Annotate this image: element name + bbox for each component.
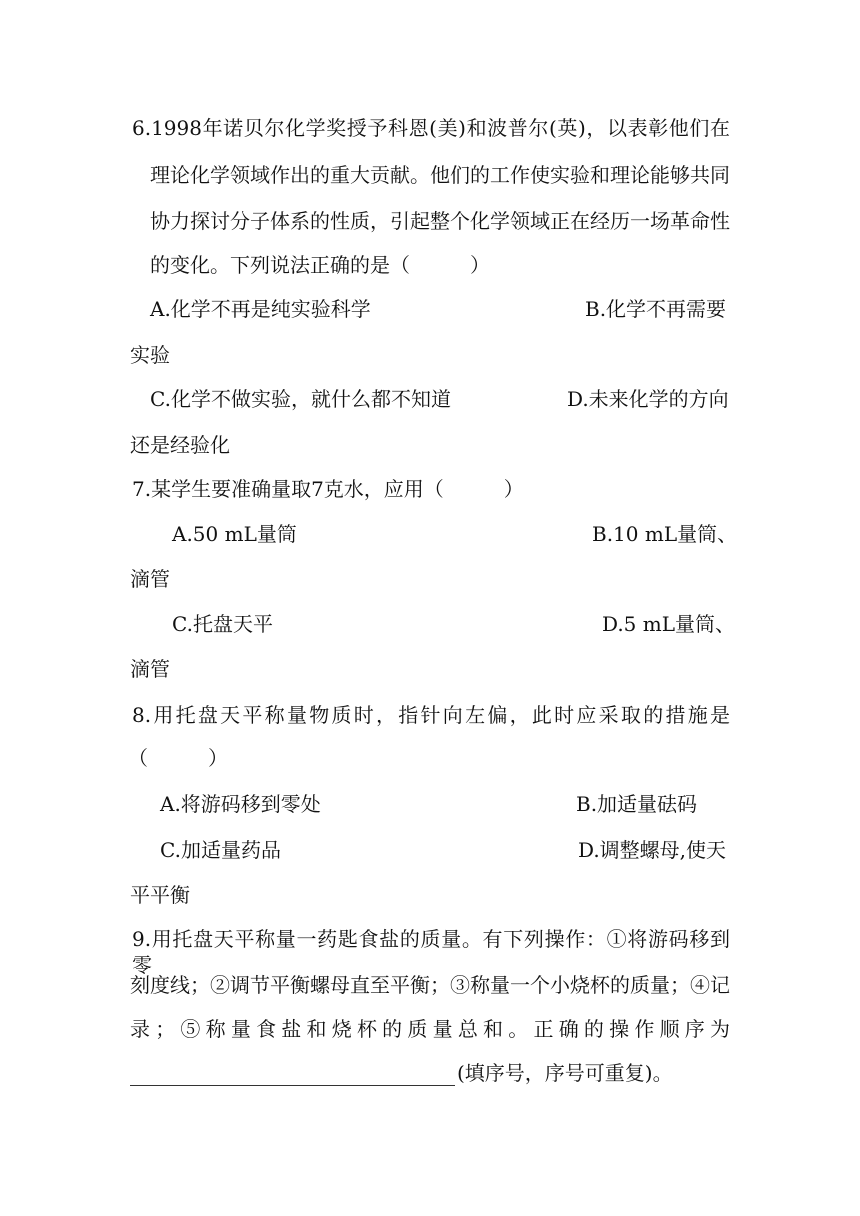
q8-option-d: D.调整螺母,使天 xyxy=(578,838,727,862)
q7-option-d-continued: 滴管 xyxy=(130,657,170,681)
q6-stem-line-1: 6.1998年诺贝尔化学奖授予科恩(美)和波普尔(英)，以表彰他们在 xyxy=(132,116,730,140)
q6-option-a: A.化学不再是纯实验科学 xyxy=(150,297,371,321)
q8-stem-line-1: 8.用托盘天平称量物质时，指针向左偏，此时应采取的措施是 xyxy=(132,703,730,727)
q6-option-d-continued: 还是经验化 xyxy=(130,433,230,457)
q9-stem-line-2: 刻度线；②调节平衡螺母直至平衡；③称量一个小烧杯的质量；④记 xyxy=(130,973,730,997)
q9-stem-line-4-text: (填序号，序号可重复)。 xyxy=(457,1061,673,1085)
q6-option-d: D.未来化学的方向 xyxy=(567,387,729,411)
q7-option-b-continued: 滴管 xyxy=(130,567,170,591)
q6-stem-line-3: 协力探讨分子体系的性质，引起整个化学领域正在经历一场革命性 xyxy=(150,209,730,233)
q6-option-b-continued: 实验 xyxy=(130,343,170,367)
q6-stem-line-2: 理论化学领域作出的重大贡献。他们的工作使实验和理论能够共同 xyxy=(150,163,730,187)
q6-option-c: C.化学不做实验，就什么都不知道 xyxy=(150,387,451,411)
q7-option-d: D.5 mL量筒、 xyxy=(602,612,736,636)
q9-stem-line-4 xyxy=(130,1060,673,1086)
q6-option-b: B.化学不再需要 xyxy=(585,297,727,321)
q8-option-b: B.加适量砝码 xyxy=(576,792,698,816)
q8-option-a: A.将游码移到零处 xyxy=(160,792,321,816)
q8-option-c: C.加适量药品 xyxy=(160,838,281,862)
answer-blank[interactable] xyxy=(130,1065,455,1086)
q7-option-c: C.托盘天平 xyxy=(172,612,273,636)
q7-option-b: B.10 mL量筒、 xyxy=(592,522,738,546)
q8-option-d-continued: 平平衡 xyxy=(130,883,190,907)
q7-option-a: A.50 mL量筒 xyxy=(172,522,297,546)
q6-stem-line-4: 的变化。下列说法正确的是（ ） xyxy=(150,253,490,277)
q7-stem: 7.某学生要准确量取7克水，应用（ ） xyxy=(132,477,524,501)
q9-stem-line-3: 录；⑤称量食盐和烧杯的质量总和。正确的操作顺序为 xyxy=(130,1017,730,1041)
q8-stem-line-2: （ ） xyxy=(128,746,228,770)
q9-stem-line-1: 9.用托盘天平称量一药匙食盐的质量。有下列操作：①将游码移到零 xyxy=(132,927,730,977)
